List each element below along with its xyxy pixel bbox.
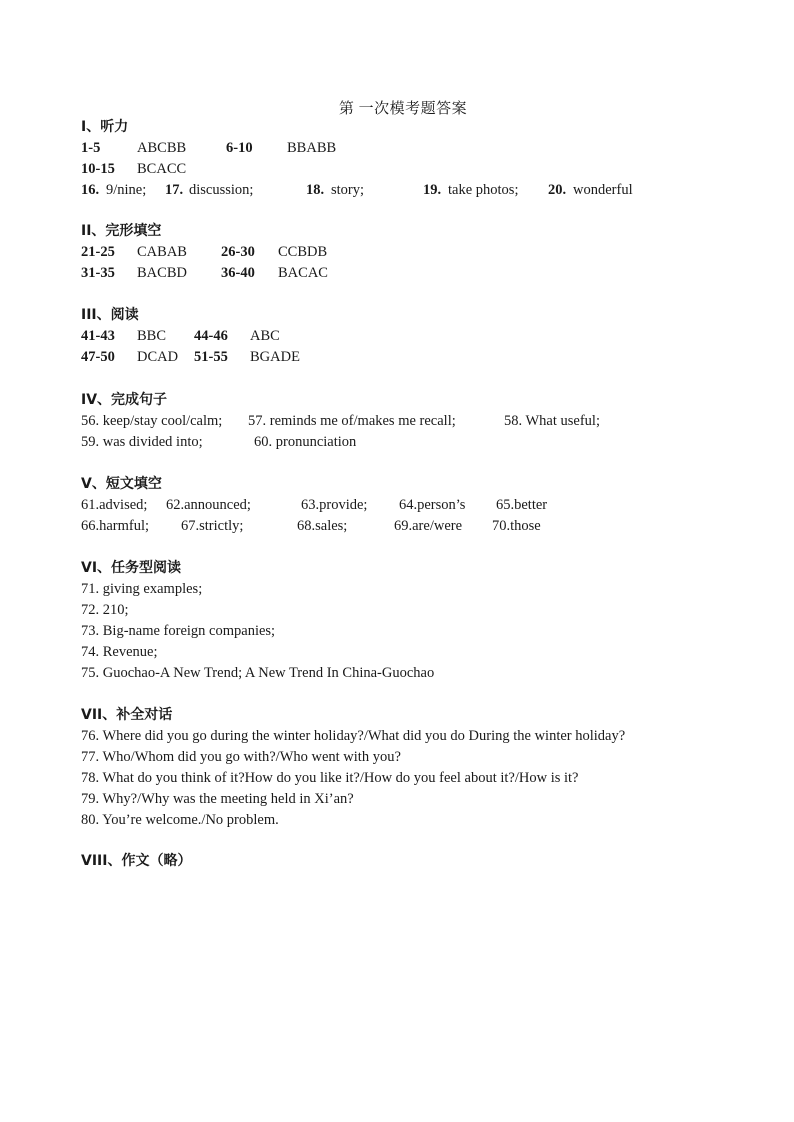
section-heading: VI、任务型阅读 bbox=[81, 560, 182, 576]
answer-row bbox=[81, 326, 721, 347]
answer-key: BBC bbox=[137, 328, 167, 344]
section-heading: VII、补全对话 bbox=[81, 707, 173, 723]
answer-key: BCACC bbox=[137, 161, 187, 177]
answer-row bbox=[81, 495, 721, 516]
section-task-reading bbox=[81, 558, 721, 684]
answer-key: CCBDB bbox=[278, 244, 328, 260]
answer-row bbox=[81, 242, 721, 263]
answer-text: 60. pronunciation bbox=[254, 434, 357, 450]
question-range: 36-40 bbox=[221, 265, 255, 281]
question-number: 19. bbox=[423, 182, 442, 198]
section-reading bbox=[81, 305, 721, 368]
answer-line: 79. Why?/Why was the meeting held in Xi’an? bbox=[81, 791, 354, 807]
question-range: 41-43 bbox=[81, 328, 115, 344]
answer-line: 72. 210; bbox=[81, 602, 129, 618]
answer-key: CABAB bbox=[137, 244, 187, 260]
answer-row bbox=[81, 432, 721, 453]
answer-text: 56. keep/stay cool/calm; bbox=[81, 413, 223, 429]
section-dialogue bbox=[81, 705, 721, 831]
answer-text: wonderful bbox=[573, 182, 633, 198]
question-number: 18. bbox=[306, 182, 325, 198]
section-heading: III、阅读 bbox=[81, 307, 139, 323]
answer-text: 70.those bbox=[492, 518, 541, 534]
question-range: 10-15 bbox=[81, 161, 115, 177]
answer-text: 69.are/were bbox=[394, 518, 463, 534]
section-cloze bbox=[81, 221, 721, 284]
page-title: 第 一次模考题答案 bbox=[338, 101, 468, 117]
answer-text: discussion; bbox=[189, 182, 254, 198]
answer-row bbox=[81, 263, 721, 284]
answer-key: BACBD bbox=[137, 265, 187, 281]
section-writing bbox=[81, 851, 721, 872]
answer-text: 65.better bbox=[496, 497, 548, 513]
answer-text: 61.advised; bbox=[81, 497, 148, 513]
answer-line: 74. Revenue; bbox=[81, 644, 158, 660]
answer-text: 57. reminds me of/makes me recall; bbox=[248, 413, 456, 429]
answer-key: BGADE bbox=[250, 349, 300, 365]
answer-key: ABC bbox=[250, 328, 280, 344]
answer-line: 77. Who/Whom did you go with?/Who went with you? bbox=[81, 749, 401, 765]
answer-row bbox=[81, 180, 721, 201]
question-range: 21-25 bbox=[81, 244, 115, 260]
answer-row bbox=[81, 138, 721, 159]
answer-text: 68.sales; bbox=[297, 518, 348, 534]
question-number: 20. bbox=[548, 182, 567, 198]
answer-text: 66.harmful; bbox=[81, 518, 150, 534]
answer-text: 62.announced; bbox=[166, 497, 251, 513]
question-number: 17. bbox=[165, 182, 184, 198]
answer-line: 76. Where did you go during the winter holiday?/What did you do During the winter holiday? bbox=[81, 728, 626, 744]
section-complete-sentences bbox=[81, 390, 721, 453]
answer-text: 59. was divided into; bbox=[81, 434, 203, 450]
answer-row bbox=[81, 347, 721, 368]
question-number: 16. bbox=[81, 182, 100, 198]
answer-line: 78. What do you think of it?How do you like it?/How do you feel about it?/How is it? bbox=[81, 770, 579, 786]
answer-text: 63.provide; bbox=[301, 497, 368, 513]
answer-row bbox=[81, 411, 721, 432]
answer-row bbox=[81, 159, 721, 180]
answer-text: 58. What useful; bbox=[504, 413, 600, 429]
answer-text: story; bbox=[331, 182, 365, 198]
section-heading: VIII、作文（略） bbox=[81, 853, 192, 869]
answer-text: 9/nine; bbox=[106, 182, 147, 198]
answer-row bbox=[81, 516, 721, 537]
section-heading: I、听力 bbox=[81, 119, 129, 135]
answer-text: 67.strictly; bbox=[181, 518, 244, 534]
section-heading: IV、完成句子 bbox=[81, 392, 168, 408]
answer-text: take photos; bbox=[448, 182, 519, 198]
question-range: 1-5 bbox=[81, 140, 101, 156]
answer-text: 64.person’s bbox=[399, 497, 466, 513]
answer-line: 71. giving examples; bbox=[81, 581, 203, 597]
question-range: 6-10 bbox=[226, 140, 253, 156]
answer-key: DCAD bbox=[137, 349, 179, 365]
answer-line: 73. Big-name foreign companies; bbox=[81, 623, 276, 639]
question-range: 31-35 bbox=[81, 265, 115, 281]
answer-line: 80. You’re welcome./No problem. bbox=[81, 812, 279, 828]
answer-line: 75. Guochao-A New Trend; A New Trend In China-Guochao bbox=[81, 665, 435, 681]
question-range: 47-50 bbox=[81, 349, 115, 365]
answer-key: BACAC bbox=[278, 265, 328, 281]
section-heading: V、短文填空 bbox=[81, 476, 162, 492]
section-listening bbox=[81, 117, 721, 201]
question-range: 26-30 bbox=[221, 244, 255, 260]
question-range: 44-46 bbox=[194, 328, 228, 344]
answer-key: BBABB bbox=[287, 140, 337, 156]
answer-key: ABCBB bbox=[137, 140, 187, 156]
section-passage-fill bbox=[81, 474, 721, 537]
question-range: 51-55 bbox=[194, 349, 228, 365]
section-heading: II、完形填空 bbox=[81, 223, 162, 239]
